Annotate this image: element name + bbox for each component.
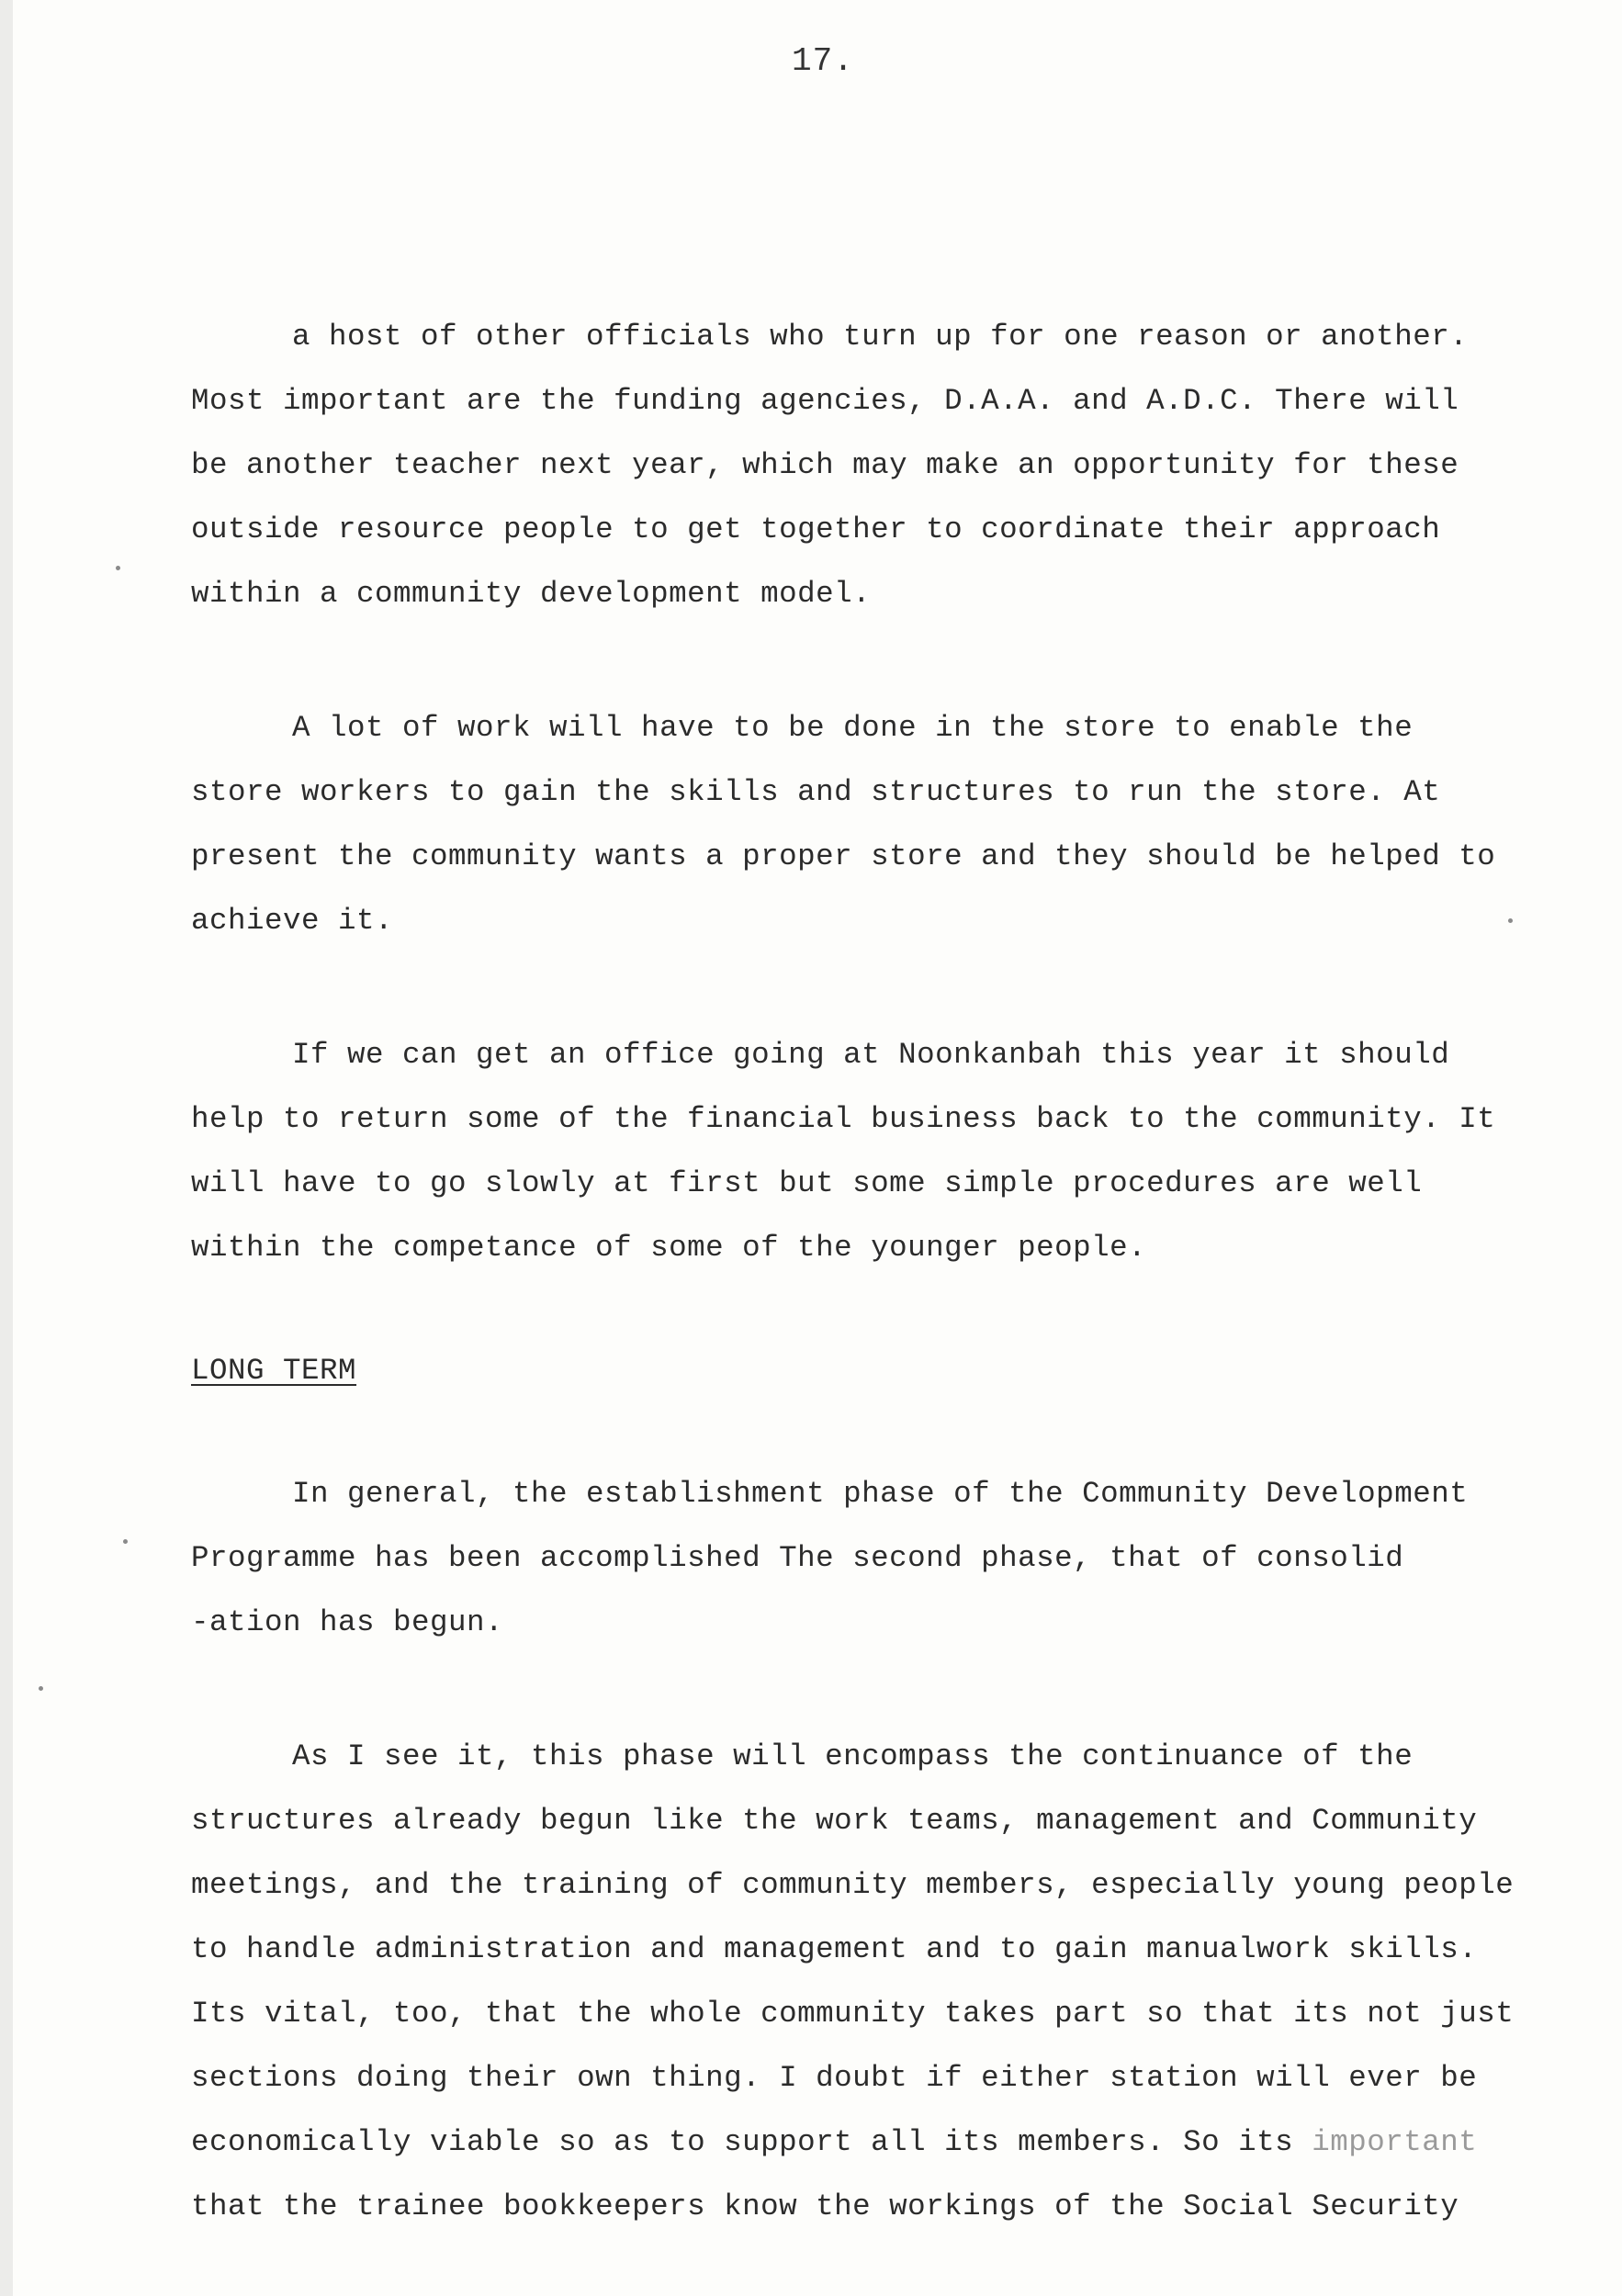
text-line: a host of other officials who turn up for one reason or another. xyxy=(292,320,1469,354)
text-line: As I see it, this phase will encompass the continuance of the xyxy=(292,1739,1414,1773)
text-line xyxy=(191,2110,1615,2175)
text-line: that the trainee bookkeepers know the workings of the Social Security xyxy=(191,2189,1459,2223)
text-line: present the community wants a proper store and they should be helped to xyxy=(191,839,1496,873)
paragraph-phase xyxy=(191,1725,1615,2239)
paper-speck xyxy=(123,1539,128,1544)
text-line: structures already begun like the work teams, management and Community xyxy=(191,1804,1478,1838)
text-line: meetings, and the training of community members, especially young people xyxy=(191,1868,1515,1902)
text-line: Most important are the funding agencies, D.A.A. and A.D.C. There will xyxy=(191,384,1459,418)
text-line: to handle administration and management and to gain manualwork skills. xyxy=(191,1932,1478,1966)
text-line: Programme has been accomplished The second phase, that of consolid xyxy=(191,1541,1404,1575)
body-text xyxy=(191,305,1615,2239)
page-number: 17. xyxy=(792,42,854,80)
text-line: Its vital, too, that the whole community takes part so that its not just xyxy=(191,1997,1515,2031)
paragraph-office xyxy=(191,1023,1615,1280)
text-line: A lot of work will have to be done in the store to enable the xyxy=(292,711,1414,745)
text-line: be another teacher next year, which may make an opportunity for these xyxy=(191,448,1459,482)
section-heading: LONG TERM xyxy=(191,1354,357,1388)
text-line: will have to go slowly at first but some simple procedures are well xyxy=(191,1166,1423,1200)
paper-speck xyxy=(1508,918,1513,923)
faint-word: important xyxy=(1312,2125,1478,2159)
text-line: within a community development model. xyxy=(191,577,872,611)
text-line: -ation has begun. xyxy=(191,1605,504,1639)
text-line: In general, the establishment phase of the Community Development xyxy=(292,1477,1469,1511)
paper-speck xyxy=(116,566,120,570)
text-line: within the competance of some of the younger people. xyxy=(191,1231,1147,1265)
text-line: achieve it. xyxy=(191,904,394,938)
text-line: If we can get an office going at Noonkanbah this year it should xyxy=(292,1038,1450,1072)
text-fragment: economically viable so as to support all its members. So its xyxy=(191,2125,1294,2159)
text-line: store workers to gain the skills and structures to run the store. At xyxy=(191,775,1441,809)
paragraph-store xyxy=(191,696,1615,953)
paragraph-officials xyxy=(191,305,1615,626)
text-line: help to return some of the financial business back to the community. It xyxy=(191,1102,1496,1136)
paper-speck xyxy=(39,1686,43,1691)
text-line: outside resource people to get together to coordinate their approach xyxy=(191,512,1441,546)
text-line: sections doing their own thing. I doubt if either station will ever be xyxy=(191,2061,1478,2095)
paragraph-general xyxy=(191,1462,1615,1655)
